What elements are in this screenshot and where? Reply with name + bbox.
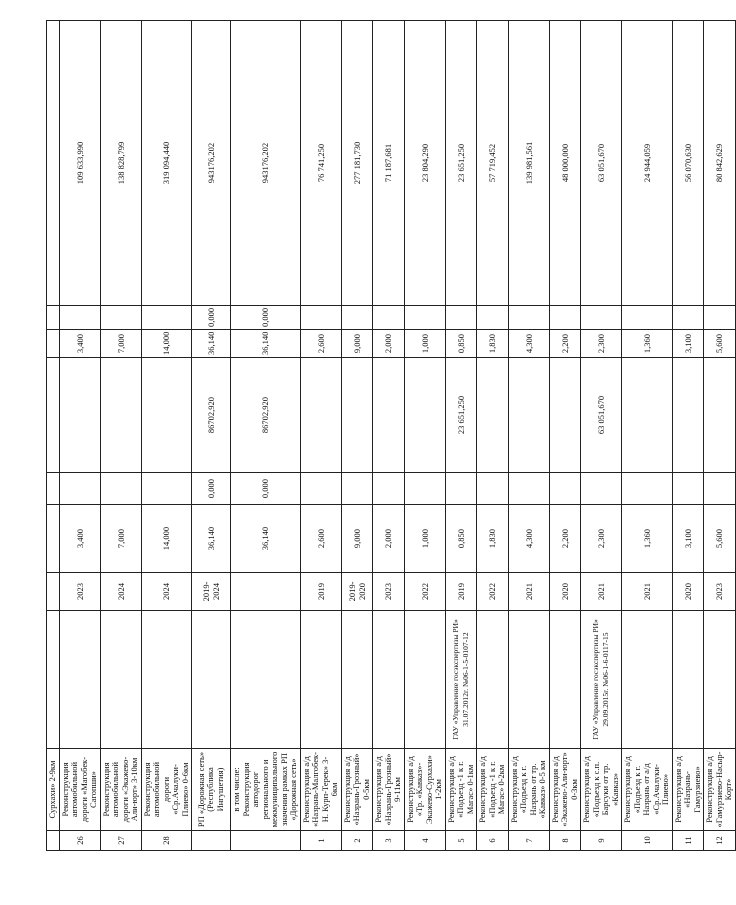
- cell-loc: 5,600: [704, 330, 736, 358]
- table-row: [192, 21, 231, 851]
- cell-no: 9: [581, 831, 622, 851]
- cell-year: 2020: [672, 573, 704, 611]
- cell-total: 2,300: [581, 505, 622, 573]
- cell-year: 2021: [508, 573, 549, 611]
- cell-fed: [622, 473, 673, 505]
- cell-extra: 277 181,730: [341, 21, 373, 306]
- cell-year: 2023: [59, 573, 100, 611]
- cell-no: [192, 831, 231, 851]
- cell-extra: 48 000,000: [549, 21, 581, 306]
- cell-doc: [300, 611, 341, 749]
- cell-loc: 36,140: [192, 330, 231, 358]
- cell-other: [100, 306, 141, 330]
- cell-doc: [477, 611, 509, 749]
- cell-extra: 57 719,452: [477, 21, 509, 306]
- cell-reg: [549, 358, 581, 473]
- cell-loc: 2,000: [373, 330, 405, 358]
- cell-fed: [477, 473, 509, 505]
- cell-year: 2020: [549, 573, 581, 611]
- table-row: [141, 21, 192, 851]
- cell-total: 2,200: [549, 505, 581, 573]
- cell-no: 6: [477, 831, 509, 851]
- cell-year: 2022: [477, 573, 509, 611]
- cell-loc: 3,100: [672, 330, 704, 358]
- cell-name: Реконструкция а/д «Тр. «Кавказ»-Экажево-Сурхахи» 1-2км: [404, 749, 445, 831]
- cell-reg: [59, 358, 100, 473]
- cell-loc: 1,360: [622, 330, 673, 358]
- cell-other: 0,000: [192, 306, 231, 330]
- cell-loc: 7,000: [100, 330, 141, 358]
- cell-extra: 943176,202: [231, 21, 301, 306]
- cell-total: 36,140: [192, 505, 231, 573]
- cell-doc: [508, 611, 549, 749]
- cell-name: Реконструкция а/д «Подъезд к г. Назрань от тр. «Кавказ» 0-5 км: [508, 749, 549, 831]
- cell-year: 2022: [404, 573, 445, 611]
- cell-other: [704, 306, 736, 330]
- cell-name: Сурхахи» 2-9км: [47, 749, 60, 831]
- cell-name: Реконструкция автомобильной дороги «Экажево-Али-юрт» 3-10км: [100, 749, 141, 831]
- cell-other: [445, 306, 477, 330]
- cell-fed: [549, 473, 581, 505]
- cell-year: 2019-2020: [341, 573, 373, 611]
- cell-no: 3: [373, 831, 405, 851]
- cell-reg: [477, 358, 509, 473]
- cell-total: 3,400: [59, 505, 100, 573]
- cell-reg: [672, 358, 704, 473]
- table-row: [100, 21, 141, 851]
- cell-year: [231, 573, 301, 611]
- cell-extra: 24 944,059: [622, 21, 673, 306]
- cell-no: 2: [341, 831, 373, 851]
- cell-name: Реконструкция а/д «Экажево-Али-юрт» 0-3км: [549, 749, 581, 831]
- cell-reg: [508, 358, 549, 473]
- table-row: [47, 21, 60, 851]
- cell-reg: 63 051,670: [581, 358, 622, 473]
- cell-doc: ГАУ «Управление госэкспертизы РИ» 31.07.2012г. №06-1-5-0107-12: [445, 611, 477, 749]
- cell-other: [477, 306, 509, 330]
- road-reconstruction-table: [46, 20, 736, 851]
- cell-reg: [100, 358, 141, 473]
- cell-name: Реконструкция а/д «Назрань-Грозный» 0-5км: [341, 749, 373, 831]
- cell-no: 5: [445, 831, 477, 851]
- cell-name: Реконструкция а/д «Подъезд -1 к г. Магас» 0-2км: [477, 749, 509, 831]
- cell-extra: 943176,202: [192, 21, 231, 306]
- cell-total: 1,830: [477, 505, 509, 573]
- cell-loc: 14,000: [141, 330, 192, 358]
- table-row: [300, 21, 341, 851]
- table-row: [704, 21, 736, 851]
- cell-extra: 80 842,629: [704, 21, 736, 306]
- cell-extra: 63 051,670: [581, 21, 622, 306]
- rotated-page: [46, 21, 733, 851]
- cell-no: 26: [59, 831, 100, 851]
- table-row: [477, 21, 509, 851]
- cell-no: 7: [508, 831, 549, 851]
- cell-name: Реконструкция а/д «Гамурзиево-Насыр-Корт»: [704, 749, 736, 831]
- cell-doc: [192, 611, 231, 749]
- cell-other: [373, 306, 405, 330]
- cell-year: 2019-2024: [192, 573, 231, 611]
- cell-other: 0,000: [231, 306, 301, 330]
- cell-doc: [141, 611, 192, 749]
- cell-year: 2023: [373, 573, 405, 611]
- table-row: [341, 21, 373, 851]
- cell-reg: [300, 358, 341, 473]
- cell-other: [622, 306, 673, 330]
- cell-name: Реконструкция а/д «Подъезд -1 к г. Магас» 0-1км: [445, 749, 477, 831]
- cell-fed: [141, 473, 192, 505]
- cell-extra: 319 094,440: [141, 21, 192, 306]
- cell-total: 5,600: [704, 505, 736, 573]
- cell-fed: 0,000: [231, 473, 301, 505]
- cell-doc: [622, 611, 673, 749]
- cell-total: 7,000: [100, 505, 141, 573]
- cell-extra: 109 633,990: [59, 21, 100, 306]
- cell-reg: [404, 358, 445, 473]
- cell-loc: 9,000: [341, 330, 373, 358]
- cell-year: 2021: [622, 573, 673, 611]
- cell-total: 36,140: [231, 505, 301, 573]
- cell-reg: 86702,920: [231, 358, 301, 473]
- cell-reg: [47, 358, 60, 473]
- cell-fed: [672, 473, 704, 505]
- cell-other: [47, 306, 60, 330]
- table-row: [508, 21, 549, 851]
- cell-other: [549, 306, 581, 330]
- cell-name: Реконструкция а/д «Назрань-Грозный» 9-11км: [373, 749, 405, 831]
- table-row: [581, 21, 622, 851]
- cell-no: 12: [704, 831, 736, 851]
- cell-fed: [404, 473, 445, 505]
- cell-doc: [704, 611, 736, 749]
- cell-year: 2019: [300, 573, 341, 611]
- cell-other: [341, 306, 373, 330]
- cell-year: 2024: [141, 573, 192, 611]
- cell-other: [59, 306, 100, 330]
- table-row: [404, 21, 445, 851]
- cell-name: в том числе: Реконструкция автодорог регионального и межмуниципального значения рамках РП «Дорожная сеть»: [231, 749, 301, 831]
- cell-reg: [704, 358, 736, 473]
- cell-doc: [672, 611, 704, 749]
- cell-extra: 56 070,630: [672, 21, 704, 306]
- table-row: [373, 21, 405, 851]
- cell-loc: 36,140: [231, 330, 301, 358]
- cell-extra: 76 741,250: [300, 21, 341, 306]
- cell-doc: [404, 611, 445, 749]
- cell-other: [581, 306, 622, 330]
- cell-fed: [100, 473, 141, 505]
- cell-extra: 23 651,250: [445, 21, 477, 306]
- cell-no: [47, 831, 60, 851]
- cell-other: [300, 306, 341, 330]
- cell-no: 4: [404, 831, 445, 851]
- table-row: [549, 21, 581, 851]
- cell-total: 3,100: [672, 505, 704, 573]
- cell-fed: [581, 473, 622, 505]
- cell-name: Реконструкция а/д «Назрань-Малгобек-Н. Курп-Терек» 3-6км: [300, 749, 341, 831]
- cell-extra: 23 804,290: [404, 21, 445, 306]
- cell-loc: 2,200: [549, 330, 581, 358]
- cell-doc: ГАУ «Управление госэкспертизы РИ» 29.09.2015г. №06-1-6-0117-15: [581, 611, 622, 749]
- cell-name: Реконструкция а/д «Подъезд к с.п. Барсуки от тр. «Кавказ»: [581, 749, 622, 831]
- cell-year: 2019: [445, 573, 477, 611]
- cell-extra: [47, 21, 60, 306]
- cell-reg: [141, 358, 192, 473]
- cell-extra: 138 828,799: [100, 21, 141, 306]
- table-row: [622, 21, 673, 851]
- cell-loc: 2,600: [300, 330, 341, 358]
- cell-year: 2024: [100, 573, 141, 611]
- cell-loc: 3,400: [59, 330, 100, 358]
- cell-doc: [59, 611, 100, 749]
- table-row: [231, 21, 301, 851]
- cell-other: [672, 306, 704, 330]
- cell-total: 2,600: [300, 505, 341, 573]
- cell-reg: 86702,920: [192, 358, 231, 473]
- cell-no: 10: [622, 831, 673, 851]
- cell-fed: [300, 473, 341, 505]
- cell-loc: 1,000: [404, 330, 445, 358]
- cell-doc: [341, 611, 373, 749]
- cell-no: 28: [141, 831, 192, 851]
- cell-fed: [59, 473, 100, 505]
- cell-reg: 23 651,250: [445, 358, 477, 473]
- cell-doc: [373, 611, 405, 749]
- cell-fed: [47, 473, 60, 505]
- cell-reg: [622, 358, 673, 473]
- cell-total: 14,000: [141, 505, 192, 573]
- cell-total: 0,850: [445, 505, 477, 573]
- table-row: [672, 21, 704, 851]
- cell-reg: [373, 358, 405, 473]
- cell-no: [231, 831, 301, 851]
- cell-year: [47, 573, 60, 611]
- cell-doc: [100, 611, 141, 749]
- cell-total: 1,000: [404, 505, 445, 573]
- cell-fed: [704, 473, 736, 505]
- cell-loc: 1,830: [477, 330, 509, 358]
- cell-no: 27: [100, 831, 141, 851]
- cell-doc: [549, 611, 581, 749]
- cell-total: 1,360: [622, 505, 673, 573]
- cell-other: [404, 306, 445, 330]
- cell-total: 2,000: [373, 505, 405, 573]
- cell-fed: 0,000: [192, 473, 231, 505]
- cell-loc: 4,300: [508, 330, 549, 358]
- cell-name: Реконструкция автомобильной дороги «Ср.Ачалуки-Плиево» 0-6км: [141, 749, 192, 831]
- cell-doc: [231, 611, 301, 749]
- cell-year: 2021: [581, 573, 622, 611]
- cell-loc: 0,850: [445, 330, 477, 358]
- cell-loc: 2,300: [581, 330, 622, 358]
- cell-fed: [341, 473, 373, 505]
- cell-other: [508, 306, 549, 330]
- cell-reg: [341, 358, 373, 473]
- cell-extra: 139 981,561: [508, 21, 549, 306]
- cell-name: Реконструкция автомобильной дороги «Магобек-Сагопши»: [59, 749, 100, 831]
- cell-name: Реконструкция а/д «Подъезд к г. Назрань от а/д «Ср.Ачалуки-Плиево»: [622, 749, 673, 831]
- cell-total: [47, 505, 60, 573]
- cell-no: 1: [300, 831, 341, 851]
- cell-extra: 71 187,681: [373, 21, 405, 306]
- cell-fed: [445, 473, 477, 505]
- cell-no: 11: [672, 831, 704, 851]
- cell-loc: [47, 330, 60, 358]
- table-row: [59, 21, 100, 851]
- cell-total: 4,300: [508, 505, 549, 573]
- table-row: [445, 21, 477, 851]
- cell-name: РП «Дорожная сеть» (Республика Ингушетия): [192, 749, 231, 831]
- cell-no: 8: [549, 831, 581, 851]
- cell-fed: [508, 473, 549, 505]
- cell-fed: [373, 473, 405, 505]
- cell-name: Реконструкция а/д «Назрань-Гамурзиево»: [672, 749, 704, 831]
- cell-year: 2023: [704, 573, 736, 611]
- cell-other: [141, 306, 192, 330]
- cell-total: 9,000: [341, 505, 373, 573]
- cell-doc: [47, 611, 60, 749]
